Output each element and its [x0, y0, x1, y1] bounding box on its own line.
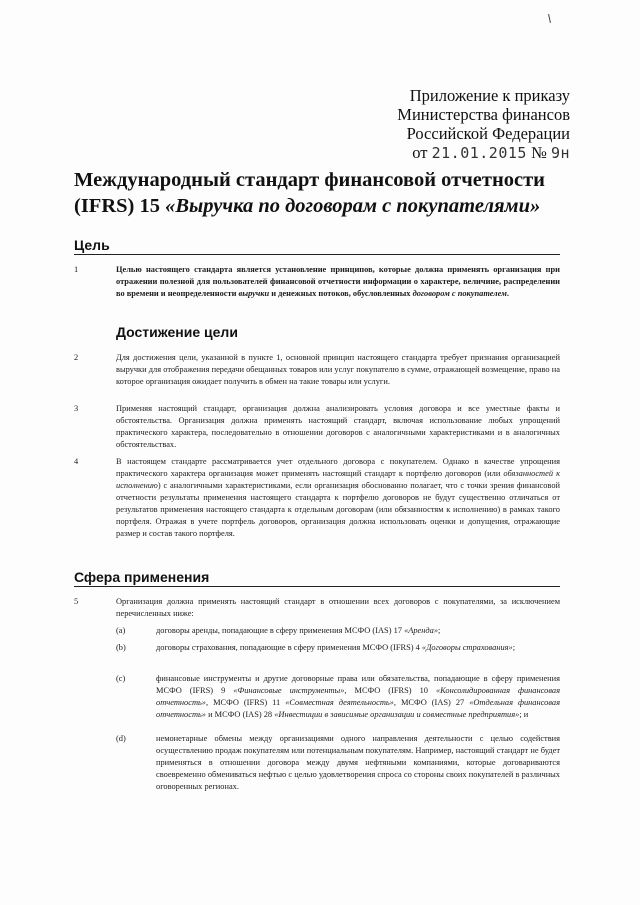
text-run: , МСФО (IFRS) 11	[206, 698, 286, 707]
order-number: 9н	[550, 144, 570, 162]
exclusion-item-a	[116, 625, 560, 637]
standard-title: «Отдельная финансовая отчетность»	[156, 698, 560, 719]
text-run: и денежных потоков, обусловленных	[269, 289, 413, 298]
paragraph-text: Организация должна применять настоящий стандарт в отношении всех договоров с покупателями, за исключением перечисленных ниже:	[116, 597, 560, 618]
paragraph-number: 3	[74, 404, 79, 413]
item-label: (b)	[116, 643, 126, 652]
paragraph-text	[116, 456, 560, 540]
section-heading-goal: Цель	[74, 237, 560, 255]
paragraph-number: 1	[74, 265, 79, 274]
exclusion-item-b	[116, 642, 560, 654]
subsection-heading-goal-achievement: Достижение цели	[116, 324, 238, 340]
text-run: и МСФО (IAS) 28	[206, 710, 275, 719]
standard-title: «Инвестиции в зависимые организации и совместные предприятия»	[274, 710, 520, 719]
paragraph-2	[74, 352, 560, 388]
item-text	[156, 673, 560, 721]
exclusion-item-d	[116, 733, 560, 793]
standard-title: «Финансовые инструменты»	[233, 686, 345, 695]
text-run: ) с аналогичными характеристиками, если организация обоснованно полагает, что с точки зрения финансовой отчетности результаты применения настоящего стандарта к портфелю договоров не будут существенно отличаться от результатов применения настоящего стандарта к отдельным договорам (или обязанностям к исполнению) в рамках такого портфеля. Отражая в учете портфель договоров, организация должна использовать оценки и допущения, отражающие размер и состав такого портфеля.	[116, 481, 560, 538]
item-text	[156, 625, 560, 637]
text-run: .	[506, 289, 509, 298]
appendix-header	[397, 86, 570, 163]
appendix-line-2: Министерства финансов	[397, 105, 570, 124]
text-run: , МСФО (IAS) 27	[393, 698, 470, 707]
text-run: ; и	[519, 710, 529, 719]
paragraph-5	[74, 596, 560, 620]
text-run: ;	[512, 643, 516, 652]
appendix-line-1: Приложение к приказу	[409, 86, 570, 105]
standard-title: «Консолидированная финансовая отчетность»	[156, 686, 560, 707]
order-number-sign: №	[531, 143, 547, 162]
order-line	[397, 143, 570, 163]
item-label: (c)	[116, 674, 126, 683]
paragraph-3	[74, 403, 560, 451]
defined-term: обязанностей к исполнению	[116, 469, 560, 490]
section-heading-scope: Сфера применения	[74, 569, 560, 587]
document-title	[74, 167, 574, 219]
item-text: немонетарные обмены между организациями одного направления деятельности с целью содействия осуществлению продаж покупателям или потенциальным покупателям. Например, настоящий стандарт не будет применяться в отношении договора между двумя нефтяными компаниями, которые договариваются своевременно обмениваться нефтью с целью удовлетворения спроса со стороны своих покупателей в различных оговоренных регионах.	[156, 734, 560, 791]
paragraph-number: 2	[74, 353, 79, 362]
title-line-1: Международный стандарт финансовой отчетности	[74, 169, 545, 191]
text-run: договоры аренды, попадающие в сферу применения МСФО (IAS) 17	[156, 626, 405, 635]
paragraph-number: 5	[74, 597, 79, 606]
title-standard-code: (IFRS) 15	[74, 195, 166, 217]
order-prefix: от	[412, 143, 428, 162]
standard-title: «Аренда»	[404, 626, 439, 635]
order-date: 21.01.2015	[431, 144, 527, 162]
item-label: (d)	[116, 734, 126, 743]
item-label: (a)	[116, 626, 126, 635]
defined-term: выручки	[238, 289, 270, 298]
paragraph-text	[116, 264, 560, 300]
paragraph-4	[74, 456, 560, 540]
standard-title: «Договоры страхования»	[421, 643, 513, 652]
text-run: Целью настоящего стандарта является установление принципов, которые должна применять организация при отражении полезной для пользователей финансовой отчетности информации о характере, величине, распределении во времени и неопределенности	[116, 265, 560, 298]
exclusion-item-c	[116, 673, 560, 721]
paragraph-text: Применяя настоящий стандарт, организация должна анализировать условия договора и все уместные факты и обстоятельства. Организация должна применять настоящий стандарт, включая использование любых упрощений практического характера, последовательно в отношении договоров с аналогичными характеристиками и в аналогичных обстоятельствах.	[116, 404, 560, 449]
text-run: , МСФО (IFRS) 10	[344, 686, 436, 695]
standard-title: «Совместная деятельность»	[285, 698, 394, 707]
item-text	[156, 642, 560, 654]
paragraph-1	[74, 264, 560, 300]
text-run: В настоящем стандарте рассматривается учет отдельного договора с покупателем. Однако в качестве упрощения практического характера организация может применять настоящий стандарт к портфелю договоров (или	[116, 457, 560, 478]
defined-term: договором с покупателем	[412, 289, 507, 298]
paragraph-text: Для достижения цели, указанной в пункте 1, основной принцип настоящего стандарта требует признания организацией выручки для отображения передачи обещанных товаров или услуг покупателю в сумме, отражающей возмещение, право на которое организация ожидает получить в обмен на такие товары или услуги.	[116, 353, 560, 386]
text-run: финансовые инструменты и другие договорные права или обязательства, попадающие в сферу применения МСФО (IFRS) 9	[156, 674, 560, 695]
text-run: ;	[438, 626, 441, 635]
corner-mark	[548, 14, 551, 23]
paragraph-number: 4	[74, 457, 79, 466]
title-standard-name: «Выручка по договорам с покупателями»	[165, 195, 541, 217]
title-line-2	[74, 193, 574, 219]
text-run: договоры страхования, попадающие в сферу применения МСФО (IFRS) 4	[156, 643, 422, 652]
appendix-line-3: Российской Федерации	[406, 124, 570, 143]
